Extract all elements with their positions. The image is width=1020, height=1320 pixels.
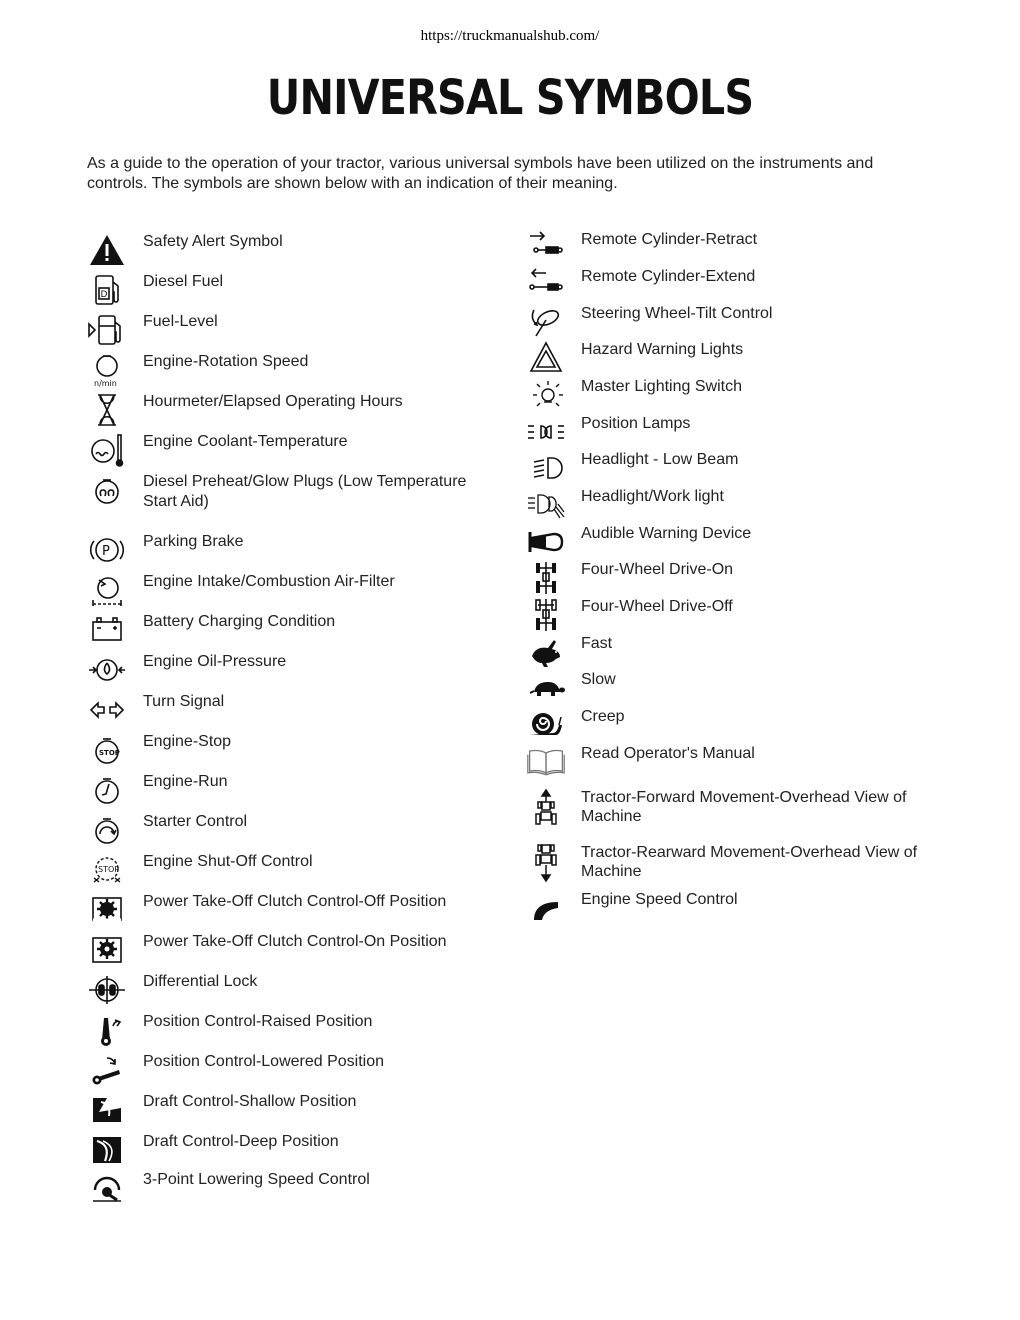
list-item [526,670,933,706]
page-title: UNIVERSAL SYMBOLS [266,70,754,126]
air-filter-icon [87,572,127,608]
symbol-label: Diesel Preheat/Glow Plugs (Low Temperature Start Aid) [143,473,467,510]
list-item [87,1170,488,1206]
engine-stop-icon [87,732,127,768]
symbol-label: Headlight/Work light [581,488,724,505]
symbol-label: Safety Alert Symbol [143,233,283,250]
symbol-label: Position Control-Raised Position [143,1013,373,1030]
symbol-label: Position Lamps [581,415,691,432]
symbol-label: Position Control-Lowered Position [143,1053,385,1070]
symbol-label: Audible Warning Device [581,525,752,542]
list-item [87,652,488,688]
four-wheel-drive-on-icon [526,560,566,596]
list-item [526,340,933,376]
lowering-speed-icon [87,1170,127,1206]
list-item [87,352,488,388]
list-item [526,377,933,413]
draft-shallow-icon [87,1092,127,1128]
battery-icon [87,612,127,648]
starter-control-icon [87,812,127,848]
oil-pressure-icon [87,652,127,688]
symbol-label: Remote Cylinder-Retract [581,231,758,248]
snail-icon [526,707,566,743]
symbol-label: Battery Charging Condition [143,613,336,630]
cylinder-retract-icon [526,230,566,266]
symbol-label: Tractor-Rearward Movement-Overhead View of Machine [581,844,918,880]
list-item [87,732,488,768]
tractor-rearward-icon [526,843,566,883]
symbol-label: Engine-Run [143,773,228,790]
list-item [526,744,933,780]
svg-text:n/min: n/min [94,379,117,388]
list-item [87,272,488,308]
list-item [87,232,488,268]
list-item [87,972,488,1008]
book-icon [526,744,566,780]
symbol-label: Steering Wheel-Tilt Control [581,305,773,322]
horn-icon [526,524,566,560]
source-url[interactable]: https://truckmanualshub.com/ [420,28,600,44]
svg-text:STOP: STOP [99,749,120,757]
list-item [526,560,933,596]
list-item [526,267,933,303]
parking-brake-icon [87,532,127,568]
position-lowered-icon [87,1052,127,1088]
svg-text:P: P [102,544,110,559]
list-item [526,230,933,266]
list-item [526,634,933,670]
list-item [526,890,933,926]
symbol-label: Engine Intake/Combustion Air-Filter [143,573,395,590]
fuel-level-icon [87,312,127,348]
safety-alert-icon [87,232,127,268]
symbol-label: Differential Lock [143,973,258,990]
diesel-fuel-icon [87,272,127,308]
symbol-label: Engine Oil-Pressure [143,653,287,670]
master-lighting-icon [526,377,566,413]
cylinder-extend-icon [526,267,566,303]
engine-rotation-speed-icon [87,352,127,388]
four-wheel-drive-off-icon [526,597,566,633]
list-item [87,812,488,848]
list-item [87,1012,488,1048]
symbol-label: Tractor-Forward Movement-Overhead View of Machine [581,789,907,825]
symbol-label: Master Lighting Switch [581,378,742,395]
low-beam-icon [526,450,566,486]
list-item [87,532,488,568]
list-item [87,612,488,648]
list-item [526,788,933,828]
list-item [87,892,488,928]
turn-signal-icon [87,692,127,728]
list-item [87,772,488,808]
symbol-label: Fast [581,635,613,652]
symbol-label: Power Take-Off Clutch Control-Off Position [143,893,447,910]
list-item [87,1092,488,1128]
list-item [87,572,488,608]
rabbit-icon [526,634,566,670]
hazard-warning-icon [526,340,566,376]
symbol-label: Turn Signal [143,693,225,710]
work-light-icon [526,487,566,523]
differential-lock-icon [87,972,127,1008]
list-item [87,392,488,428]
list-item [87,1052,488,1088]
list-item [526,597,933,633]
symbol-label: Four-Wheel Drive-Off [581,598,733,615]
glow-plug-icon [87,472,127,508]
intro-paragraph: As a guide to the operation of your tractor, various universal symbols have been utilized on the instruments and controls. The symbols are shown below with an indication of their meaning. [87,155,874,192]
list-item [87,852,488,888]
list-item [87,472,488,512]
symbol-label: Hazard Warning Lights [581,341,744,358]
list-item [87,432,488,468]
hourglass-icon [87,392,127,428]
engine-speed-control-icon [526,890,566,926]
list-item [87,932,488,968]
list-item [526,524,933,560]
tractor-forward-icon [526,788,566,828]
symbol-label: Draft Control-Shallow Position [143,1093,357,1110]
turtle-icon [526,670,566,706]
symbol-label: Engine Shut-Off Control [143,853,313,870]
symbol-label: Engine Speed Control [581,891,738,908]
list-item [526,304,933,340]
symbol-label: Read Operator's Manual [581,745,755,762]
svg-text:STOP: STOP [98,865,120,874]
list-item [526,707,933,743]
position-lamps-icon [526,414,566,450]
symbol-label: Parking Brake [143,533,244,550]
list-item [87,312,488,348]
engine-shutoff-icon [87,852,127,888]
coolant-temperature-icon [87,432,127,468]
list-item [87,692,488,728]
list-item [526,450,933,486]
list-item [526,843,933,883]
svg-text:D: D [100,290,108,300]
pto-on-icon [87,932,127,968]
symbol-label: Starter Control [143,813,248,830]
engine-run-icon [87,772,127,808]
pto-off-icon [87,892,127,928]
symbol-label: Power Take-Off Clutch Control-On Position [143,933,447,950]
position-raised-icon [87,1012,127,1048]
symbol-label: Engine-Stop [143,733,232,750]
symbol-label: Creep [581,708,625,725]
symbol-label: Diesel Fuel [143,273,224,290]
symbol-label: Fuel-Level [143,313,218,330]
symbol-label: Slow [581,671,616,688]
list-item [526,487,933,523]
symbol-label: Draft Control-Deep Position [143,1133,339,1150]
symbol-label: Engine-Rotation Speed [143,353,309,370]
symbol-label: Four-Wheel Drive-On [581,561,734,578]
symbol-label: Hourmeter/Elapsed Operating Hours [143,393,403,410]
list-item [526,414,933,450]
draft-deep-icon [87,1132,127,1168]
symbol-label: 3-Point Lowering Speed Control [143,1171,370,1188]
symbol-label: Remote Cylinder-Extend [581,268,756,285]
symbol-label: Headlight - Low Beam [581,451,739,468]
steering-tilt-icon [526,304,566,340]
symbol-label: Engine Coolant-Temperature [143,433,348,450]
list-item [87,1132,488,1168]
